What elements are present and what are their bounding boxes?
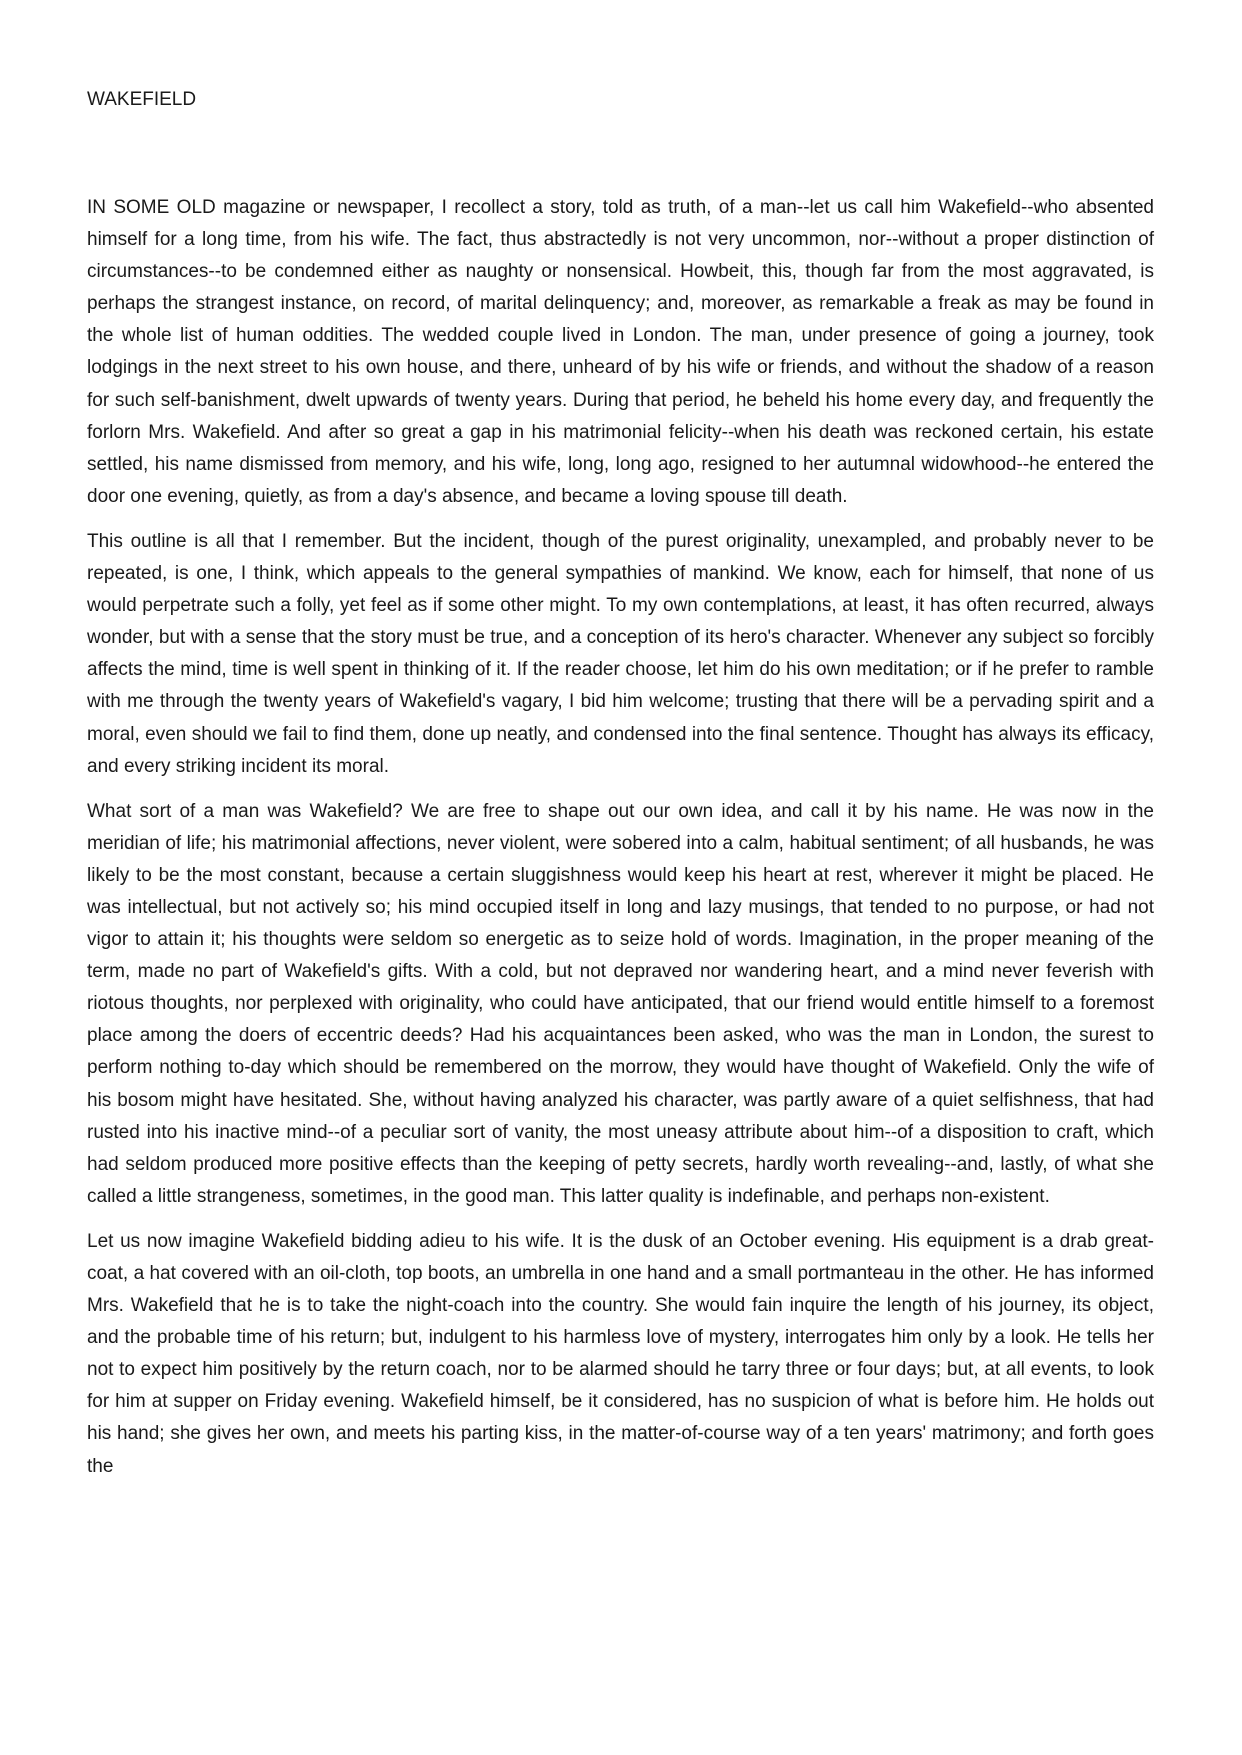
paragraph-2: This outline is all that I remember. But the incident, though of the purest originality, unexampled, and probably never to be repeated, is one, I think, which appeals to the general sympathies of mankind. We know, each for himself, that none of us would perpetrate such a folly, yet feel as if some other might. To my own contemplations, at least, it has often recurred, always wonder, but with a sense that the story must be true, and a conception of its hero's character. Whenever any subject so forcibly affects the mind, time is well spent in thinking of it. If the reader choose, let him do his own meditation; or if he prefer to ramble with me through the twenty years of Wakefield's vagary, I bid him welcome; trusting that there will be a pervading spirit and a moral, even should we fail to find them, done up neatly, and condensed into the final sentence. Thought has always its efficacy, and every striking incident its moral.: [87, 530, 1154, 777]
document-page: [87, 84, 1154, 1496]
paragraph-3: What sort of a man was Wakefield? We are free to shape out our own idea, and call it by his name. He was now in the meridian of life; his matrimonial affections, never violent, were sobered into a calm, habitual sentiment; of all husbands, he was likely to be the most constant, because a certain sluggishness would keep his heart at rest, wherever it might be placed. He was intellectual, but not actively so; his mind occupied itself in long and lazy musings, that tended to no purpose, or had not vigor to attain it; his thoughts were seldom so energetic as to seize hold of words. Imagination, in the proper meaning of the term, made no part of Wakefield's gifts. With a cold, but not depraved nor wandering heart, and a mind never feverish with riotous thoughts, nor perplexed with originality, who could have anticipated, that our friend would entitle himself to a foremost place among the doers of eccentric deeds? Had his acquaintances been asked, who was the man in London, the surest to perform nothing to-day which should be remembered on the morrow, they would have thought of Wakefield. Only the wife of his bosom might have hesitated. She, without having analyzed his character, was partly aware of a quiet selfishness, that had rusted into his inactive mind--of a peculiar sort of vanity, the most uneasy attribute about him--of a disposition to craft, which had seldom produced more positive effects than the keeping of petty secrets, hardly worth revealing--and, lastly, of what she called a little strangeness, sometimes, in the good man. This latter quality is indefinable, and perhaps non-existent.: [87, 800, 1154, 1207]
document-title: WAKEFIELD: [87, 89, 197, 110]
paragraph-1: IN SOME OLD magazine or newspaper, I recollect a story, told as truth, of a man--let us call him Wakefield--who absented himself for a long time, from his wife. The fact, thus abstractedly is not very uncommon, nor--without a proper distinction of circumstances--to be condemned either as naughty or nonsensical. Howbeit, this, though far from the most aggravated, is perhaps the strangest instance, on record, of marital delinquency; and, moreover, as remarkable a freak as may be found in the whole list of human oddities. The wedded couple lived in London. The man, under presence of going a journey, took lodgings in the next street to his own house, and there, unheard of by his wife or friends, and without the shadow of a reason for such self-banishment, dwelt upwards of twenty years. During that period, he beheld his home every day, and frequently the forlorn Mrs. Wakefield. And after so great a gap in his matrimonial felicity--when his death was reckoned certain, his estate settled, his name dismissed from memory, and his wife, long, long ago, resigned to her autumnal widowhood--he entered the door one evening, quietly, as from a day's absence, and became a loving spouse till death.: [87, 197, 1154, 507]
paragraph-4: Let us now imagine Wakefield bidding adieu to his wife. It is the dusk of an October evening. His equipment is a drab great-coat, a hat covered with an oil-cloth, top boots, an umbrella in one hand and a small portmanteau in the other. He has informed Mrs. Wakefield that he is to take the night-coach into the country. She would fain inquire the length of his journey, its object, and the probable time of his return; but, indulgent to his harmless love of mystery, interrogates him only by a look. He tells her not to expect him positively by the return coach, nor to be alarmed should he tarry three or four days; but, at all events, to look for him at supper on Friday evening. Wakefield himself, be it considered, has no suspicion of what is before him. He holds out his hand; she gives her own, and meets his parting kiss, in the matter-of-course way of a ten years' matrimony; and forth goes the: [87, 1230, 1154, 1477]
